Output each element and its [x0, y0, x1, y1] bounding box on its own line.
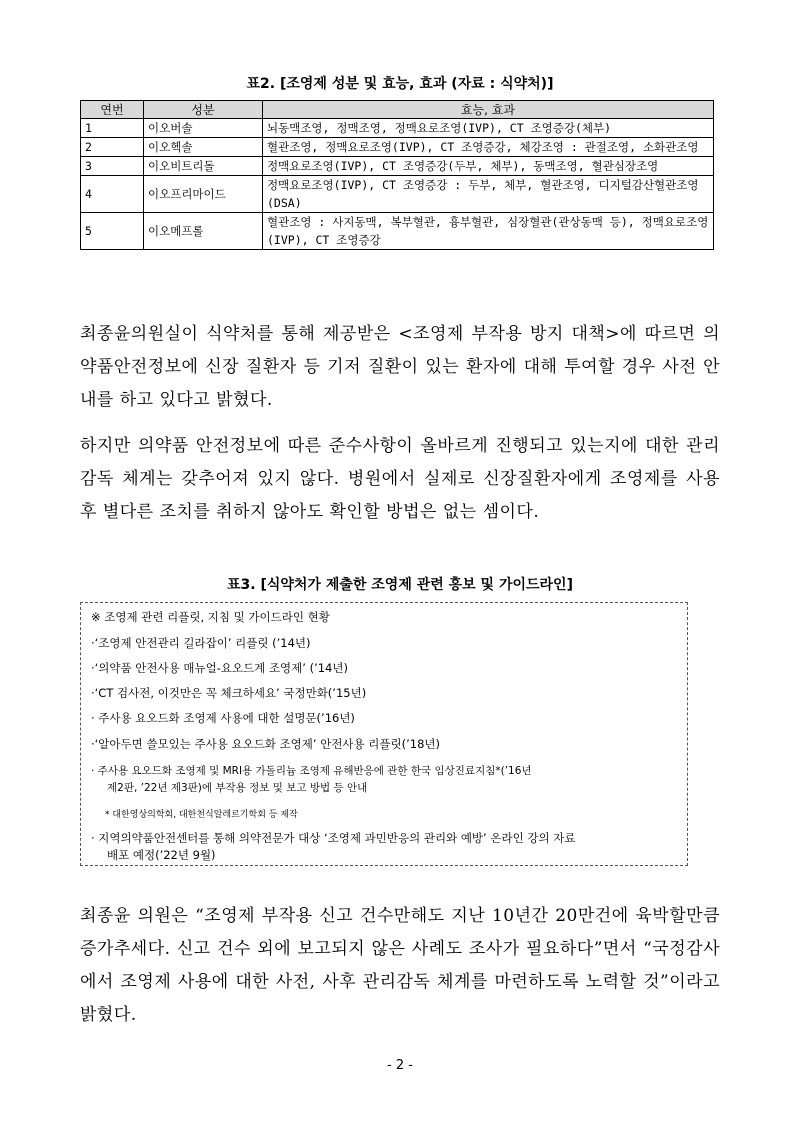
guideline-item: ·‘조영제 안전관리 길라잡이’ 리플릿 (’14년) [91, 636, 311, 650]
paragraph-1: 최종윤의원실이 식약처를 통해 제공받은 <조영제 부작용 방지 대책>에 따르면 의약품안전정보에 신장 질환자 등 기저 질환이 있는 환자에 대해 투여할 경우 사전 안내를 하고 있다고 밝혔다. [80, 324, 720, 410]
paragraph-2: 하지만 의약품 안전정보에 따른 준수사항이 올바르게 진행되고 있는지에 대한 관리감독 체계는 갖추어져 있지 않다. 병원에서 실제로 신장질환자에게 조영제를 사용 후 별다른 조치를 취하지 않아도 확인할 방법은 없는 셈이다. [80, 436, 720, 522]
table-row [81, 176, 714, 213]
row-name: 이오비트리돌 [144, 157, 263, 176]
row-no: 5 [81, 213, 144, 250]
guideline-item: ·‘의약품 안전사용 매뉴얼-요오드계 조영제’ (’14년) [91, 661, 348, 675]
guideline-item-continued: 배포 예정(’22년 9월) [107, 848, 216, 862]
row-effect: 혈관조영, 정맥요로조영(IVP), CT 조영증강, 체강조영 : 관절조영, 소화관조영 [263, 138, 714, 157]
table-row [81, 138, 714, 157]
guideline-item: · 주사용 요오드화 조영제 사용에 대한 설명문(’16년) [91, 711, 355, 725]
row-effect: 뇌동맥조영, 정맥조영, 정맥요로조영(IVP), CT 조영증강(체부) [263, 119, 714, 138]
table2 [80, 100, 714, 250]
row-effect: 정맥요로조영(IVP), CT 조영증강(두부, 체부), 동맥조영, 혈관심장조영 [263, 157, 714, 176]
table3-title: 표3. [식약처가 제출한 조영제 관련 홍보 및 가이드라인] [227, 577, 573, 593]
row-name: 이오프리마이드 [144, 176, 263, 213]
row-name: 이오메프롤 [144, 213, 263, 250]
guideline-footnote: * 대한영상의학회, 대한천식알레르기학회 등 제작 [105, 810, 298, 820]
row-no: 1 [81, 119, 144, 138]
guideline-item: ·‘CT 검사전, 이것만은 꼭 체크하세요’ 국정만화(’15년) [91, 686, 367, 700]
table-row [81, 157, 714, 176]
row-effect: 혈관조영 : 사지동맥, 복부혈관, 흉부혈관, 심장혈관(관상동맥 등), 정맥요로조영(IVP), CT 조영증강 [263, 213, 714, 250]
guideline-item: · 지역의약품안전센터를 통해 의약전문가 대상 ‘조영제 과민반응의 관리와 예방’ 온라인 강의 자료 [91, 831, 576, 845]
header-effect: 효능, 효과 [263, 101, 714, 119]
row-no: 4 [81, 176, 144, 213]
row-effect: 정맥요로조영(IVP), CT 조영증강 : 두부, 체부, 혈관조영, 디지털감산혈관조영(DSA) [263, 176, 714, 213]
header-no: 연번 [81, 101, 144, 119]
guideline-item: · 주사용 요오드화 조영제 및 MRI용 가돌리늄 조영제 유해반응에 관한 한국 임상진료지침*(’16년 [91, 765, 532, 777]
row-no: 2 [81, 138, 144, 157]
guideline-box [80, 602, 688, 866]
table-header-row [81, 101, 714, 119]
guideline-item: ·‘알아두면 쓸모있는 주사용 요오드화 조영제’ 안전사용 리플릿(’18년) [91, 737, 440, 751]
table-row [81, 213, 714, 250]
table-row [81, 119, 714, 138]
header-name: 성분 [144, 101, 263, 119]
page-number: - 2 - [387, 1058, 413, 1073]
guideline-item-continued: 제2판, ’22년 제3판)에 부작용 정보 및 보고 방법 등 안내 [107, 782, 368, 794]
row-no: 3 [81, 157, 144, 176]
row-name: 이오버솔 [144, 119, 263, 138]
row-name: 이오헥솔 [144, 138, 263, 157]
guideline-heading: ※ 조영제 관련 리플릿, 지침 및 가이드라인 현황 [91, 610, 330, 624]
table2-title: 표2. [조영제 성분 및 효능, 효과 (자료 : 식약처)] [246, 76, 554, 92]
paragraph-3: 최종윤 의원은 “조영제 부작용 신고 건수만해도 지난 10년간 20만건에 육박할만큼 증가추세다. 신고 건수 외에 보고되지 않은 사례도 조사가 필요하다”면서 “국정감사에서 조영제 사용에 대한 사전, 사후 관리감독 체계를 마련하도록 노력할 것”이라고 밝혔다. [80, 906, 720, 1025]
